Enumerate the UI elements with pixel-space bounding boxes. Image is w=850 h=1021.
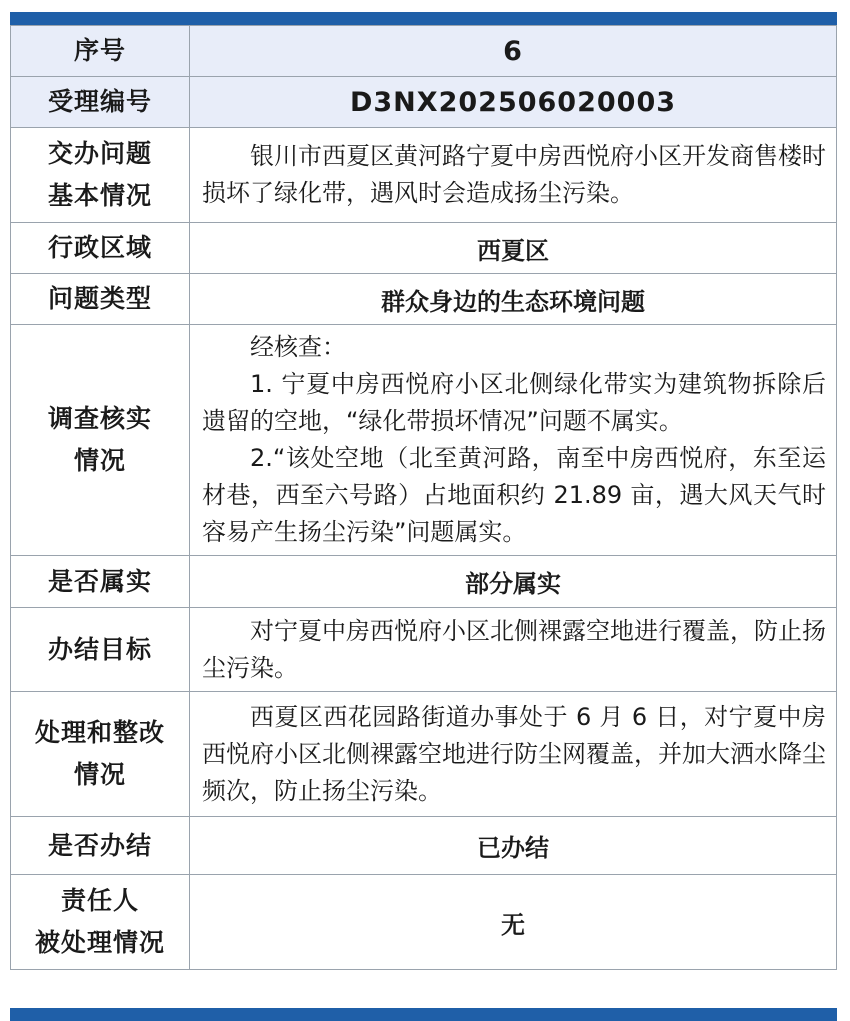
value-verified: 部分属实 — [190, 556, 837, 608]
goal-text: 对宁夏中房西悦府小区北侧裸露空地进行覆盖，防止扬尘污染。 — [202, 616, 826, 682]
label-basic-info-line2: 基本情况 — [47, 181, 152, 210]
row-serial — [11, 26, 837, 77]
label-accountability — [11, 875, 190, 970]
row-problem-type — [11, 274, 837, 325]
label-goal: 办结目标 — [11, 608, 190, 692]
bottom-accent-bar — [10, 1008, 837, 1021]
label-basic-info-line1: 交办问题 — [47, 139, 152, 168]
label-investigation — [11, 325, 190, 556]
serial-number: 6 — [503, 35, 523, 67]
row-case-id — [11, 77, 837, 128]
value-serial — [190, 26, 837, 77]
label-district: 行政区域 — [11, 223, 190, 274]
value-district: 西夏区 — [190, 223, 837, 274]
value-investigation — [190, 325, 837, 556]
investigation-para-2: 1. 宁夏中房西悦府小区北侧绿化带实为建筑物拆除后遗留的空地，“绿化带损坏情况”问题不属实。 — [202, 370, 826, 435]
row-investigation — [11, 325, 837, 556]
value-handling — [190, 692, 837, 817]
value-basic-info — [190, 128, 837, 223]
label-case-id: 受理编号 — [11, 77, 190, 128]
case-id-number: D3NX202506020003 — [349, 86, 677, 118]
label-handling-line1: 处理和整改 — [34, 718, 165, 747]
label-accountability-line2: 被处理情况 — [34, 928, 165, 957]
case-record-table — [10, 25, 837, 970]
label-serial: 序号 — [11, 26, 190, 77]
label-basic-info — [11, 128, 190, 223]
label-closed: 是否办结 — [11, 817, 190, 875]
row-goal — [11, 608, 837, 692]
row-verified — [11, 556, 837, 608]
label-accountability-line1: 责任人 — [60, 886, 139, 915]
label-problem-type: 问题类型 — [11, 274, 190, 325]
investigation-para-3: 2.“该处空地（北至黄河路，南至中房西悦府，东至运材巷，西至六号路）占地面积约 21.89 亩，遇大风天气时容易产生扬尘污染”问题属实。 — [202, 444, 826, 546]
handling-text: 西夏区西花园路街道办事处于 6 月 6 日，对宁夏中房西悦府小区北侧裸露空地进行防尘网覆盖，并加大洒水降尘频次，防止扬尘污染。 — [202, 702, 826, 805]
value-goal — [190, 608, 837, 692]
value-accountability: 无 — [190, 875, 837, 970]
label-handling — [11, 692, 190, 817]
row-handling — [11, 692, 837, 817]
label-verified: 是否属实 — [11, 556, 190, 608]
value-problem-type: 群众身边的生态环境问题 — [190, 274, 837, 325]
label-investigation-line1: 调查核实 — [47, 404, 152, 433]
row-basic-info — [11, 128, 837, 223]
basic-info-text: 银川市西夏区黄河路宁夏中房西悦府小区开发商售楼时损坏了绿化带，遇风时会造成扬尘污染。 — [202, 142, 826, 207]
row-closed — [11, 817, 837, 875]
label-investigation-line2: 情况 — [73, 446, 126, 475]
label-handling-line2: 情况 — [73, 760, 126, 789]
row-accountability — [11, 875, 837, 970]
top-accent-bar — [10, 12, 837, 25]
row-district — [11, 223, 837, 274]
value-case-id — [190, 77, 837, 128]
value-closed: 已办结 — [190, 817, 837, 875]
investigation-para-1: 经核查： — [250, 333, 346, 361]
